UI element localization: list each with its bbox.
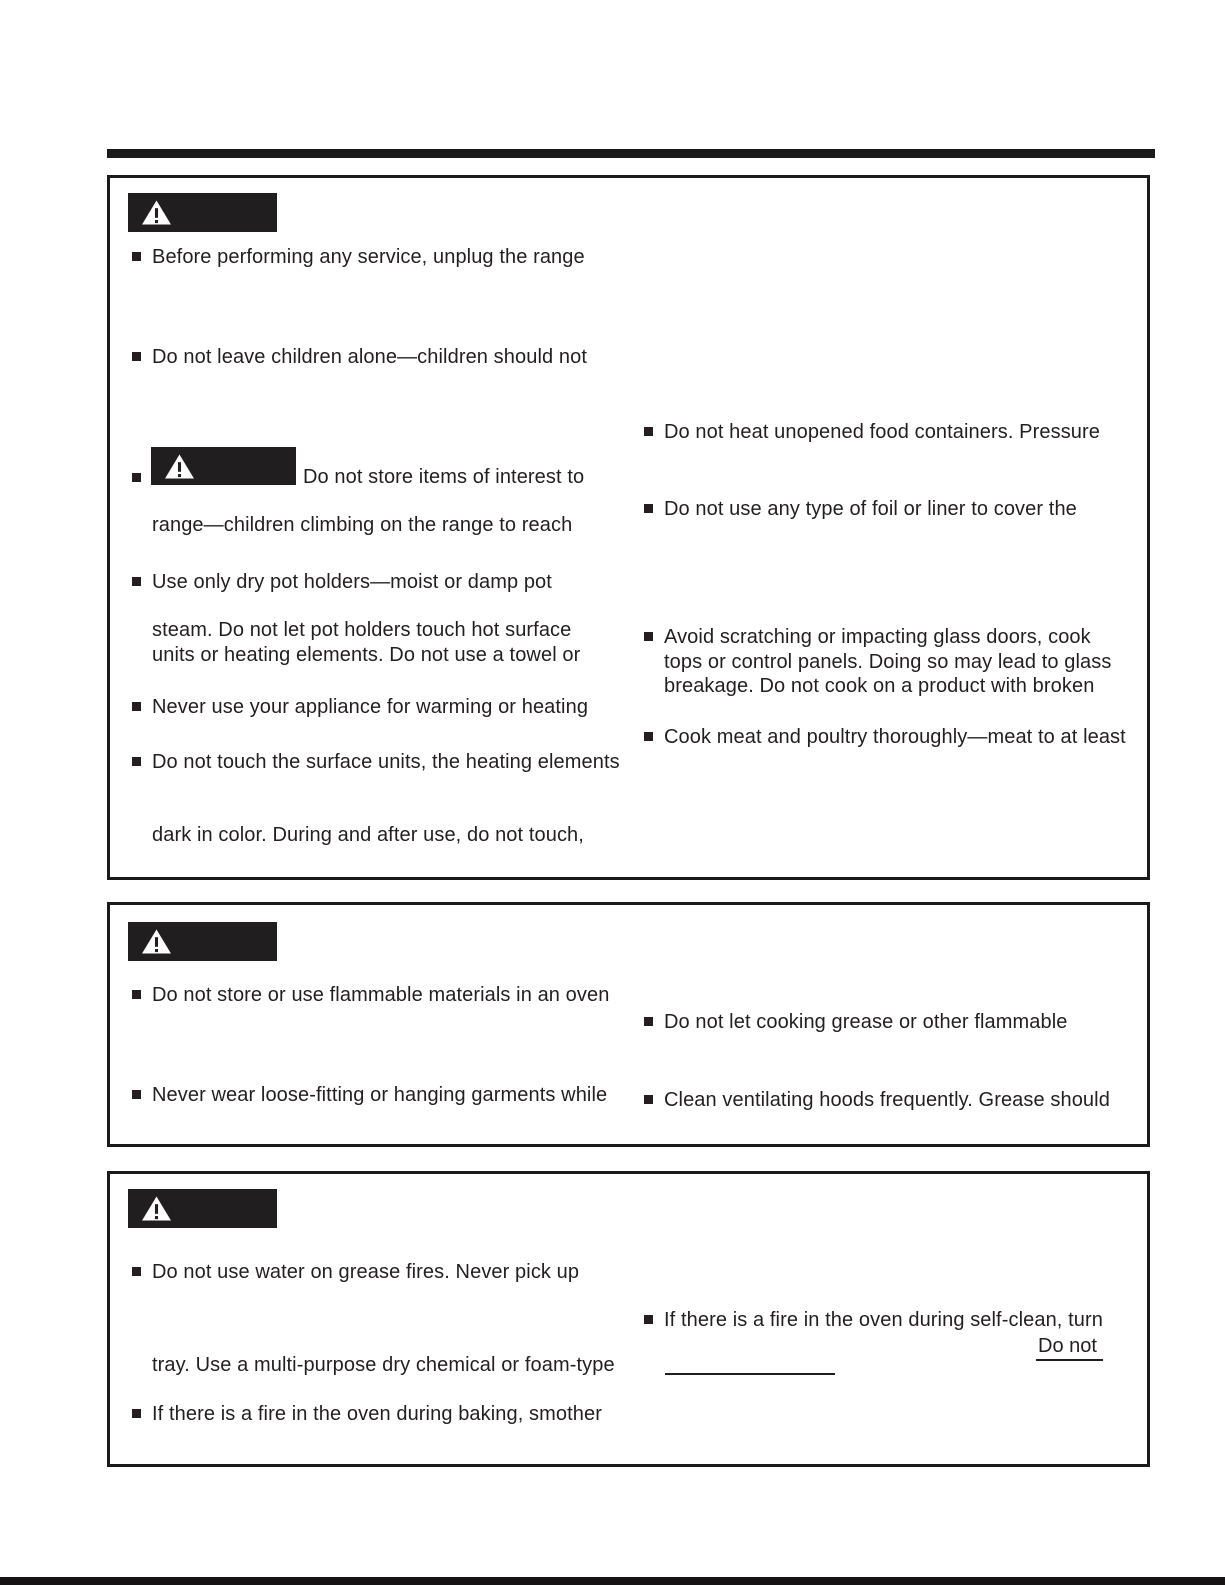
warning-label-inline [151, 447, 296, 485]
continuation-line: steam. Do not let pot holders touch hot surface [152, 619, 572, 641]
continuation-line: breakage. Do not cook on a product with broken [664, 675, 1095, 697]
bullet-icon [132, 1409, 141, 1418]
bullet-line: Do not heat unopened food containers. Pressure [664, 421, 1101, 443]
bullet-icon [132, 352, 141, 361]
bullet-line: Do not touch the surface units, the heating elements [152, 751, 620, 773]
do-not-underlined-text: Do not [1036, 1334, 1103, 1361]
continuation-line: units or heating elements. Do not use a towel or [152, 644, 581, 666]
bullet-line: Do not leave children alone—children should not [152, 346, 587, 368]
bullet-icon [132, 577, 141, 586]
bullet-line: If there is a fire in the oven during baking, smother [152, 1403, 602, 1425]
continuation-line: tray. Use a multi-purpose dry chemical or foam-type [152, 1354, 615, 1376]
bullet-line: Do not let cooking grease or other flammable [664, 1011, 1068, 1033]
redacted-underline [665, 1373, 835, 1375]
bullet-line: If there is a fire in the oven during self-clean, turn [664, 1309, 1103, 1331]
bullet-line: Never use your appliance for warming or heating [152, 696, 589, 718]
continuation-line: dark in color. During and after use, do not touch, [152, 824, 584, 846]
bullet-icon [132, 1090, 141, 1099]
bullet-line: Clean ventilating hoods frequently. Grease should [664, 1089, 1110, 1111]
bullet-icon [644, 427, 653, 436]
bullet-icon [132, 990, 141, 999]
bullet-line: Cook meat and poultry thoroughly—meat to at least [664, 726, 1126, 748]
bullet-line: Avoid scratching or impacting glass doors, cook [664, 626, 1091, 648]
section-divider-rule [107, 149, 1155, 158]
bullet-icon [132, 1267, 141, 1276]
bullet-icon [132, 252, 141, 261]
bullet-line: Before performing any service, unplug the range [152, 246, 585, 268]
continuation-line: range—children climbing on the range to reach [152, 514, 573, 536]
bullet-line: Do not use water on grease fires. Never pick up [152, 1261, 580, 1283]
warning-triangle-icon [141, 1195, 172, 1222]
warning-triangle-icon [141, 199, 172, 226]
warning-label [128, 922, 277, 961]
bullet-line: Do not store items of interest to [303, 466, 585, 488]
warning-triangle-icon [164, 453, 195, 480]
warning-label [128, 193, 277, 232]
warning-label [128, 1189, 277, 1228]
bullet-icon [132, 702, 141, 711]
page-bottom-edge-bar [0, 1577, 1225, 1585]
bullet-icon [644, 1315, 653, 1324]
bullet-line: Use only dry pot holders—moist or damp pot [152, 571, 552, 593]
bullet-icon [132, 757, 141, 766]
bullet-line: Never wear loose-fitting or hanging garments while [152, 1084, 608, 1106]
bullet-icon [132, 473, 141, 482]
bullet-icon [644, 732, 653, 741]
bullet-icon [644, 1095, 653, 1104]
bullet-icon [644, 632, 653, 641]
warning-triangle-icon [141, 928, 172, 955]
bullet-line: Do not store or use flammable materials in an oven [152, 984, 610, 1006]
continuation-line: tops or control panels. Doing so may lead to glass [664, 651, 1112, 673]
bullet-line: Do not use any type of foil or liner to cover the [664, 498, 1077, 520]
bullet-icon [644, 1017, 653, 1026]
bullet-icon [644, 504, 653, 513]
